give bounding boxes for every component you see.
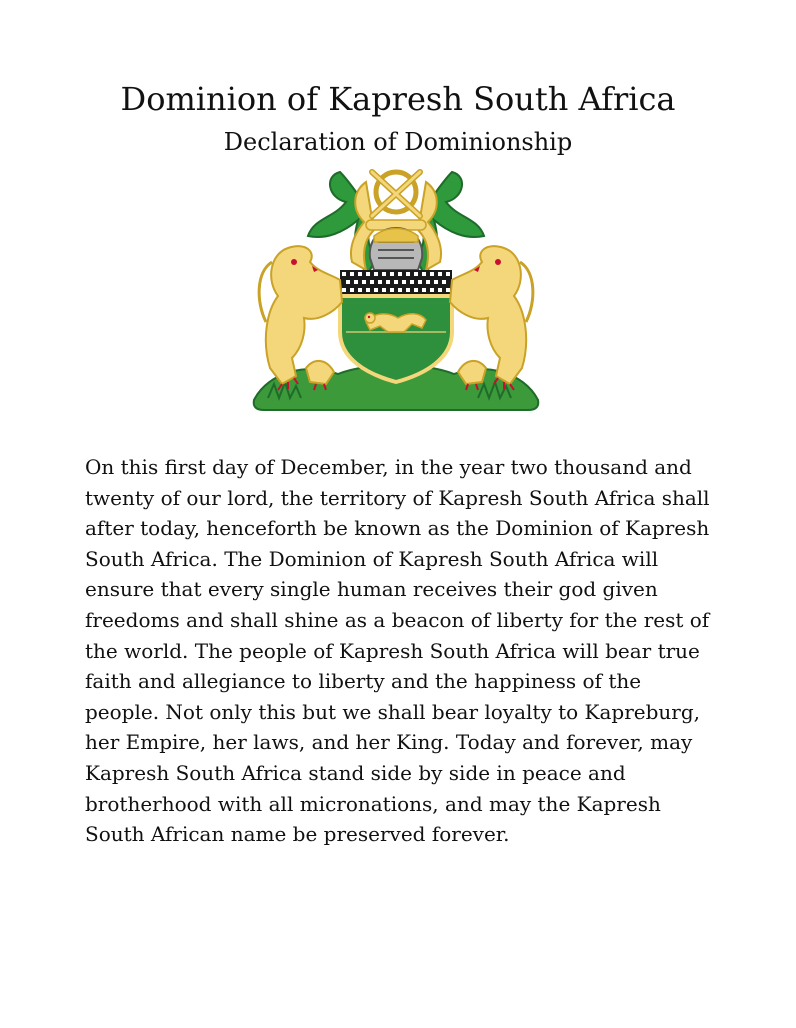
document-subtitle: Declaration of Dominionship	[223, 128, 573, 156]
document-title: Dominion of Kapresh South Africa	[120, 80, 676, 118]
coat-of-arms-icon	[248, 162, 544, 414]
declaration-body: On this first day of December, in the year two thousand and twenty of our lord, the territory of Kapresh South Africa shall after today, henceforth be known as the Dominion of Kapresh South Africa. The Dominion of Kapresh South Africa will ensure that every single human receives their god given freedoms and shall shine as a beacon of liberty for the rest of the world. The people of Kapresh South Africa will bear true faith and allegiance to liberty and the happiness of the people. Not only this but we shall bear loyalty to Kapreburg, her Empire, her laws, and her King. Today and forever, may Kapresh South Africa stand side by side in peace and brotherhood with all micronations, and may the Kapresh South African name be preserved forever.	[85, 455, 710, 847]
